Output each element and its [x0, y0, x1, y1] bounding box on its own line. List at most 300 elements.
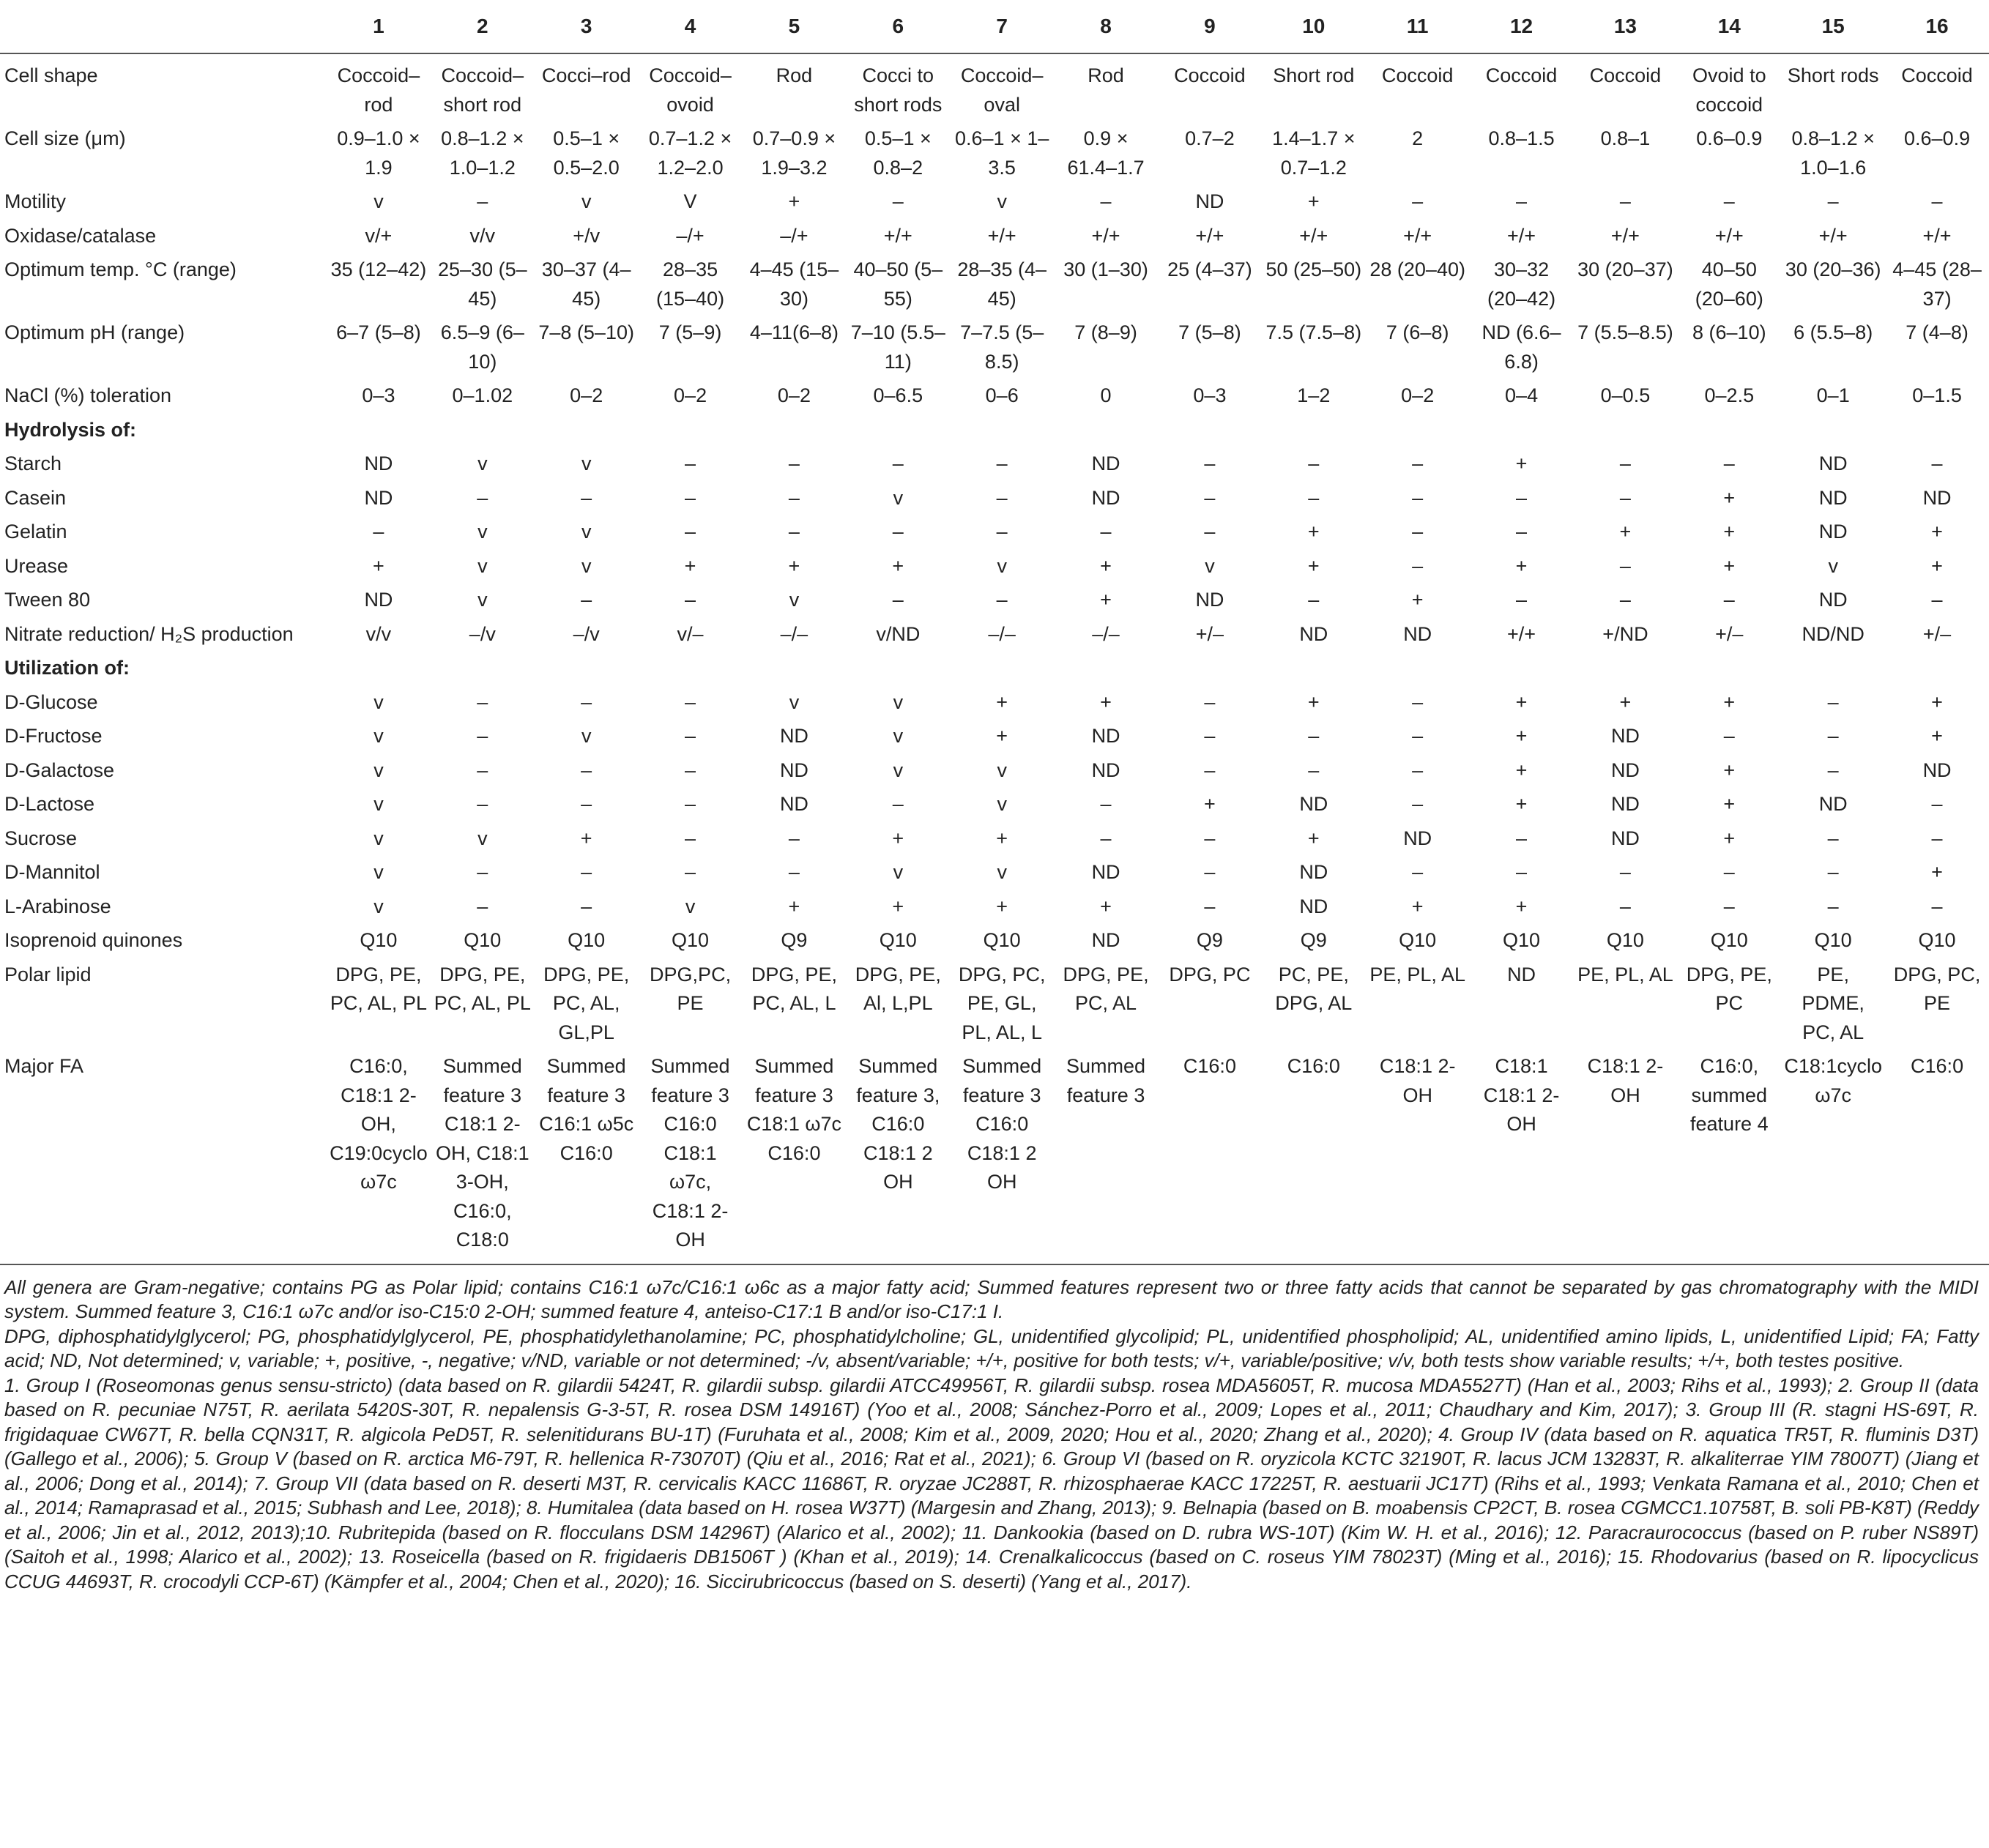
row-label: Gelatin	[4, 521, 67, 543]
table-cell: +/–	[1715, 622, 1744, 645]
column-header-15: 15	[1781, 0, 1885, 53]
table-cell: 28 (20–40)	[1369, 258, 1465, 280]
table-cell: +	[1931, 521, 1943, 543]
table-cell: DPG, PE, Al, L,PL	[855, 963, 941, 1014]
table-cell: –	[1723, 895, 1735, 917]
table-cell: –	[1308, 759, 1320, 781]
table-cell: v	[373, 759, 384, 781]
table-cell	[743, 651, 847, 685]
table-cell: +	[1931, 554, 1943, 577]
table-cell: ND	[364, 589, 393, 611]
table-cell: +	[1515, 690, 1528, 713]
table-cell: Q10	[464, 929, 502, 951]
table-cell: C16:0	[1158, 1049, 1262, 1264]
table-cell: –/v	[469, 622, 496, 645]
column-header-6: 6	[846, 0, 950, 53]
table-cell: v/–	[677, 622, 704, 645]
table-cell: 0.9–1.0 × 1.9	[337, 127, 420, 179]
table-cell: ND	[1403, 622, 1432, 645]
table-cell: 7–8 (5–10)	[538, 321, 634, 343]
table-cell: –	[1516, 589, 1528, 611]
table-cell: –	[996, 521, 1008, 543]
table-cell	[1158, 413, 1262, 447]
table-cell: ND	[1922, 759, 1952, 781]
table-cell: 0–6	[985, 384, 1019, 406]
table-cell: Q10	[568, 929, 606, 951]
table-cell: PE, PDME, PC, AL	[1802, 963, 1865, 1043]
table-cell: Short rods	[1787, 64, 1879, 86]
table-cell: –	[788, 521, 800, 543]
table-cell: C18:1 2-OH	[1574, 1049, 1678, 1264]
table-cell: 25 (4–37)	[1167, 258, 1252, 280]
table-cell: ND	[1091, 759, 1120, 781]
table-cell: –	[581, 895, 592, 917]
table-footnotes	[0, 1265, 1986, 1595]
table-cell: 6 (5.5–8)	[1793, 321, 1873, 343]
table-cell	[1366, 413, 1470, 447]
table-cell: v	[477, 521, 488, 543]
column-header-10: 10	[1262, 0, 1366, 53]
table-cell: –	[477, 486, 488, 509]
footnote-paragraph: DPG, diphosphatidylglycerol; PG, phosphatidylglycerol, PE, phosphatidylethanolamine; PC, phosphatidylcholine; GL, unidentified glycolipid; PL, unidentified phospholipid; AL, unidentified amino lipids, L, unidentified Lipid; FA; Fatty acid; ND, Not determined; v, variable; +, positive, -, negative; v/ND, variable or not determined; -/v, absent/variable; +/+, positive for both tests; v/+, variable/positive; v/v, both tests show variable results; +/+, both testes positive.	[4, 1324, 1979, 1371]
table-cell: Coccoid	[1174, 64, 1246, 86]
table-cell: –	[1931, 190, 1943, 212]
table-cell: +	[1307, 690, 1320, 713]
table-cell: –	[996, 589, 1008, 611]
table-cell: –	[1204, 521, 1216, 543]
table-cell: 25–30 (5–45)	[438, 258, 527, 310]
table-cell: ND	[1610, 725, 1640, 747]
table-cell: 2	[1412, 127, 1424, 149]
table-cell: v	[581, 521, 592, 543]
table-cell: Summed feature 3 C18:1 2-OH, C18:1 3-OH, C16:0, C18:0	[431, 1049, 535, 1264]
table-row	[0, 753, 1989, 788]
table-cell: +	[1100, 589, 1112, 611]
table-cell: 0–4	[1505, 384, 1539, 406]
row-label: Isoprenoid quinones	[4, 929, 183, 951]
table-cell	[431, 651, 535, 685]
table-cell: –	[1412, 452, 1424, 474]
table-cell: +	[373, 554, 384, 577]
row-label: Hydrolysis of:	[4, 418, 137, 441]
table-cell: ND	[1610, 759, 1640, 781]
table-cell: ND	[1299, 793, 1328, 815]
table-cell: +	[1723, 554, 1736, 577]
table-cell: –	[581, 690, 592, 713]
table-cell: v/v	[469, 224, 496, 247]
table-cell: V	[683, 190, 697, 212]
table-cell: 7.5 (7.5–8)	[1265, 321, 1362, 343]
table-cell: Q10	[1503, 929, 1541, 951]
table-cell	[1262, 651, 1366, 685]
table-cell: v	[1205, 554, 1215, 577]
table-cell: Q10	[1814, 929, 1852, 951]
table-cell: +	[1411, 589, 1424, 611]
table-cell: C16:0, C18:1 2-OH, C19:0cyclo ω7c	[327, 1049, 431, 1264]
row-label: D-Fructose	[4, 725, 103, 747]
table-cell: –	[1308, 486, 1320, 509]
table-cell: Q10	[1710, 929, 1748, 951]
table-cell: –	[1100, 827, 1112, 849]
table-cell: –	[788, 827, 800, 849]
table-cell: Coccoid	[1901, 64, 1973, 86]
column-header-2: 2	[431, 0, 535, 53]
table-cell: –	[1619, 486, 1631, 509]
table-cell: DPG, PE, PC, AL, L	[751, 963, 837, 1014]
table-cell: 30 (20–36)	[1785, 258, 1881, 280]
table-cell: –	[685, 486, 696, 509]
table-cell: ND	[364, 452, 393, 474]
table-cell: 0	[1100, 384, 1112, 406]
table-row	[0, 219, 1989, 253]
table-cell: Q10	[983, 929, 1021, 951]
table-cell: v	[477, 554, 488, 577]
table-cell	[950, 651, 1054, 685]
table-cell: 0.8–1	[1600, 127, 1651, 149]
table-cell: +	[684, 554, 696, 577]
table-row	[0, 923, 1989, 958]
table-cell: v	[789, 690, 800, 713]
table-cell: –/–	[780, 622, 808, 645]
footnote-paragraph: All genera are Gram-negative; contains PG as Polar lipid; contains C16:1 ω7c/C16:1 ω6c as a major fatty acid; Summed features represent two or three fatty acids that cannot be separated by gas chromatography with the MIDI system. Summed feature 3, C16:1 ω7c and/or iso-C15:0 2-OH; summed feature 4, anteiso-C17:1 B and/or iso-C17:1 I.	[4, 1275, 1979, 1322]
table-cell: Summed feature 3 C16:0 C18:1 2 OH	[950, 1049, 1054, 1264]
table-cell: 0–1.02	[452, 384, 513, 406]
table-cell: v	[997, 861, 1007, 883]
table-cell: 4–45 (28–37)	[1892, 258, 1982, 310]
table-cell: v	[581, 725, 592, 747]
table-cell	[535, 413, 639, 447]
table-row	[0, 685, 1989, 720]
table-cell: 30–32 (20–42)	[1487, 258, 1556, 310]
table-cell: +	[1100, 554, 1112, 577]
table-cell: –	[1308, 589, 1320, 611]
column-header-8: 8	[1054, 0, 1158, 53]
table-cell: –	[1827, 861, 1839, 883]
table-cell: –	[1516, 861, 1528, 883]
table-cell: ND	[1195, 589, 1224, 611]
table-cell	[846, 413, 950, 447]
row-label: Optimum pH (range)	[4, 321, 185, 343]
table-cell: –	[1619, 452, 1631, 474]
table-cell: –	[1412, 861, 1424, 883]
table-cell: DPG, PE, PC	[1686, 963, 1772, 1014]
table-cell: ND	[1610, 793, 1640, 815]
table-cell: DPG, PE, PC, AL, PL	[434, 963, 531, 1014]
table-cell	[1158, 651, 1262, 685]
table-cell: +/–	[1922, 622, 1952, 645]
table-cell: –	[1412, 554, 1424, 577]
table-cell: v/+	[365, 224, 393, 247]
table-cell: v	[1828, 554, 1838, 577]
table-row	[0, 617, 1989, 652]
table-cell: +	[1723, 793, 1736, 815]
table-cell: ND	[1818, 589, 1848, 611]
table-cell: +	[1307, 827, 1320, 849]
table-cell: –	[1723, 452, 1735, 474]
table-row	[0, 53, 1989, 122]
table-cell	[1054, 413, 1158, 447]
table-row	[0, 447, 1989, 481]
table-cell: v	[789, 589, 800, 611]
table-cell	[1781, 651, 1885, 685]
table-cell: 0.8–1.2 × 1.0–1.2	[441, 127, 524, 179]
table-cell: –	[581, 861, 592, 883]
table-cell: +	[1619, 521, 1632, 543]
table-cell: 7–7.5 (5–8.5)	[960, 321, 1044, 373]
table-row	[0, 316, 1989, 379]
table-cell: –	[1827, 190, 1839, 212]
table-cell: 0.9 × 61.4–1.7	[1067, 127, 1145, 179]
table-cell	[639, 413, 743, 447]
table-cell: PC, PE, DPG, AL	[1275, 963, 1353, 1014]
table-cell	[1781, 413, 1885, 447]
table-cell: ND	[1610, 827, 1640, 849]
table-cell: –	[1412, 486, 1424, 509]
table-cell: 0.7–1.2 × 1.2–2.0	[648, 127, 732, 179]
table-cell: –	[685, 759, 696, 781]
column-header-1: 1	[327, 0, 431, 53]
table-cell: Rod	[776, 64, 813, 86]
table-cell: +	[580, 827, 592, 849]
table-cell: Coccoid–oval	[960, 64, 1044, 116]
table-cell: 0–3	[362, 384, 395, 406]
table-cell: –	[1931, 793, 1943, 815]
column-header-4: 4	[639, 0, 743, 53]
table-cell: 7 (5.5–8.5)	[1577, 321, 1673, 343]
table-cell: 7 (4–8)	[1906, 321, 1968, 343]
table-cell: ND	[1922, 486, 1952, 509]
table-cell: Cocci–rod	[541, 64, 631, 86]
table-cell: –	[685, 793, 696, 815]
table-cell: Coccoid	[1381, 64, 1454, 86]
table-cell: –	[685, 861, 696, 883]
table-cell: +/v	[573, 224, 601, 247]
table-cell: ND	[1299, 895, 1328, 917]
table-cell: v	[997, 190, 1007, 212]
table-cell: 0.7–0.9 × 1.9–3.2	[752, 127, 836, 179]
table-cell: +/+	[1195, 224, 1224, 247]
table-cell: 7 (6–8)	[1386, 321, 1449, 343]
table-cell: –	[996, 452, 1008, 474]
table-cell: v	[477, 452, 488, 474]
row-label: Motility	[4, 190, 67, 212]
table-cell: 0.6–0.9	[1696, 127, 1763, 149]
table-cell: +/+	[987, 224, 1016, 247]
table-row	[0, 787, 1989, 821]
table-cell: +	[1307, 521, 1320, 543]
table-cell: Ovoid to coccoid	[1692, 64, 1766, 116]
table-cell: ND	[1403, 827, 1432, 849]
table-cell: –	[1412, 690, 1424, 713]
table-cell: 6–7 (5–8)	[336, 321, 421, 343]
table-cell: –	[788, 486, 800, 509]
table-cell: 0–2.5	[1704, 384, 1755, 406]
table-cell: 0–2	[1401, 384, 1435, 406]
table-cell: –	[892, 190, 904, 212]
table-cell: Coccoid–ovoid	[649, 64, 732, 116]
table-cell	[327, 413, 431, 447]
table-cell: –	[373, 521, 384, 543]
column-header-3: 3	[535, 0, 639, 53]
table-cell: 0.8–1.5	[1488, 127, 1555, 149]
table-cell: –	[685, 521, 696, 543]
column-header-13: 13	[1574, 0, 1678, 53]
table-cell: DPG, PC	[1169, 963, 1251, 986]
table-cell: 0–1.5	[1912, 384, 1962, 406]
table-cell: Rod	[1088, 64, 1124, 86]
table-cell: +	[1619, 690, 1632, 713]
table-cell: 50 (25–50)	[1265, 258, 1362, 280]
table-cell: –	[1723, 589, 1735, 611]
table-cell: –	[581, 486, 592, 509]
table-cell: +	[1515, 793, 1528, 815]
table-row	[0, 379, 1989, 413]
table-cell: –	[1931, 589, 1943, 611]
table-cell: 0–0.5	[1600, 384, 1651, 406]
table-cell: +/+	[1818, 224, 1848, 247]
header-row	[0, 0, 1989, 53]
table-row	[0, 253, 1989, 316]
table-cell: –	[1100, 521, 1112, 543]
table-cell: +	[1931, 690, 1943, 713]
table-cell	[431, 413, 535, 447]
table-cell: 35 (12–42)	[330, 258, 427, 280]
table-cell: –	[1619, 554, 1631, 577]
table-cell: –	[788, 861, 800, 883]
table-cell: ND	[1195, 190, 1224, 212]
table-row	[0, 1049, 1989, 1264]
table-cell: 0.5–1 × 0.5–2.0	[553, 127, 620, 179]
column-header-14: 14	[1677, 0, 1781, 53]
table-cell: v	[477, 827, 488, 849]
table-cell: 4–45 (15–30)	[749, 258, 839, 310]
row-label: Utilization of:	[4, 657, 130, 679]
table-cell: –	[1204, 690, 1216, 713]
table-row	[0, 890, 1989, 924]
table-cell: 40–50 (20–60)	[1695, 258, 1763, 310]
table-cell	[1366, 651, 1470, 685]
table-cell: ND	[779, 725, 808, 747]
table-cell: –	[1931, 827, 1943, 849]
row-label: L-Arabinose	[4, 895, 111, 917]
table-cell: Q10	[360, 929, 398, 951]
table-cell: Summed feature 3	[1054, 1049, 1158, 1264]
table-cell: DPG, PC, PE	[1893, 963, 1981, 1014]
table-cell: 0.7–2	[1185, 127, 1235, 149]
table-cell: ND/ND	[1802, 622, 1865, 645]
table-cell: 4–11(6–8)	[749, 321, 839, 343]
table-cell: –	[477, 793, 488, 815]
table-cell: 1–2	[1297, 384, 1331, 406]
table-row	[0, 651, 1989, 685]
table-row	[0, 821, 1989, 856]
table-cell	[1470, 413, 1574, 447]
table-row	[0, 855, 1989, 890]
table-cell: –	[477, 759, 488, 781]
table-cell: Coccoid–rod	[337, 64, 420, 116]
table-cell: 28–35 (15–40)	[656, 258, 725, 310]
table-cell: v	[997, 793, 1007, 815]
row-label: D-Mannitol	[4, 861, 100, 883]
table-cell: 0.6–1 × 1–3.5	[955, 127, 1049, 179]
table-cell: 6.5–9 (6–10)	[440, 321, 524, 373]
table-cell: ND	[1091, 452, 1120, 474]
table-cell: +/+	[1922, 224, 1952, 247]
table-cell: –	[1827, 827, 1839, 849]
table-cell: +	[1931, 861, 1943, 883]
table-cell: –	[892, 589, 904, 611]
table-cell: 0.6–0.9	[1904, 127, 1971, 149]
table-cell: –	[1827, 725, 1839, 747]
table-cell: v	[373, 190, 384, 212]
table-cell: +	[788, 895, 800, 917]
table-cell: v	[373, 793, 384, 815]
row-label: D-Lactose	[4, 793, 95, 815]
table-cell: –	[1619, 861, 1631, 883]
table-cell: –	[1827, 690, 1839, 713]
table-cell: +/+	[1091, 224, 1120, 247]
table-cell: –	[1723, 861, 1735, 883]
table-cell: –/–	[1092, 622, 1120, 645]
table-cell: +	[1307, 554, 1320, 577]
table-cell: –	[1931, 895, 1943, 917]
table-cell: 7 (5–9)	[658, 321, 722, 343]
table-cell: 0.5–1 × 0.8–2	[864, 127, 932, 179]
table-row	[0, 122, 1989, 185]
table-cell: Q9	[1300, 929, 1327, 951]
table-cell: +	[1100, 690, 1112, 713]
table-cell: Short rod	[1273, 64, 1355, 86]
table-cell: ND	[1091, 725, 1120, 747]
table-cell: 28–35 (4–45)	[957, 258, 1046, 310]
table-cell: Coccoid	[1485, 64, 1558, 86]
table-row	[0, 515, 1989, 549]
table-cell: –	[685, 589, 696, 611]
table-cell: +/–	[1195, 622, 1224, 645]
table-cell	[1470, 651, 1574, 685]
table-cell: ND	[1818, 793, 1848, 815]
table-cell: –	[581, 589, 592, 611]
table-cell: Summed feature 3, C16:0 C18:1 2 OH	[846, 1049, 950, 1264]
table-cell: Q10	[1606, 929, 1644, 951]
table-cell: –	[1412, 521, 1424, 543]
row-label: Nitrate reduction/ H₂S production	[4, 622, 294, 645]
table-cell: 0–1	[1816, 384, 1850, 406]
table-cell: v	[581, 452, 592, 474]
column-header-16: 16	[1885, 0, 1989, 53]
table-cell: –	[1516, 827, 1528, 849]
table-cell: 40–50 (5–55)	[853, 258, 943, 310]
table-cell: Q9	[781, 929, 808, 951]
table-cell: Cocci to short rods	[854, 64, 943, 116]
table-cell: Q9	[1196, 929, 1223, 951]
table-cell: +	[788, 554, 800, 577]
table-cell: –	[1412, 759, 1424, 781]
footnote-paragraph: 1. Group I (Roseomonas genus sensu-stricto) (data based on R. gilardii 5424T, R. gilardii subsp. gilardii ATCC49956T, R. gilardii subsp. rosea MDA5605T, R. mucosa MDA5527T) (Han et al., 2003; Rihs et al., 1993); 2. Group II (data based on R. pecuniae N75T, R. aerilata 5420S-30T, R. nepalensis G-3-5T, R. rosea DSM 14916T) (Yoo et al., 2008; Sánchez-Porro et al., 2009; Lopes et al., 2011; Chaudhary and Kim, 2017); 3. Group III (R. stagni HS-69T, R. frigidaquae CW67T, R. bella CQN31T, R. algicola PeD5T, R. selenitidurans BU-1T) (Furuhata et al., 2008; Kim et al., 2009, 2020; Hou et al., 2020; Zhang et al., 2020); 4. Group IV (data based on R. aquatica TR5T, R. fluminis D3T) (Gallego et al., 2006); 5. Group V (based on R. arctica M6-79T, R. hellenica R-73070T) (Qiu et al., 2016; Rat et al., 2021); 6. Group VI (based on R. oryzicola KCTC 32190T, R. lacus JCM 13283T, R. alkaliterrae YIM 78007T) (Jiang et al., 2006; Dong et al., 2014); 7. Group VII (data based on R. deserti M3T, R. cervicalis KACC 11686T, R. oryzae JC288T, R. rhizosphaerae KACC 17225T, R. aestuarii JC17T) (Rihs et al., 1993; Venkata Ramana et al., 2010; Chen et al., 2014; Ramaprasad et al., 2015; Subhash and Lee, 2018); 8. Humitalea (data based on H. rosea W37T) (Margesin and Zhang, 2013); 9. Belnapia (based on B. moabensis CP2CT, B. rosea CGMCC1.10758T, B. soli PB-K8T) (Reddy et al., 2006; Jin et al., 2012, 2013);10. Rubritepida (based on R. flocculans DSM 14296T) (Alarico et al., 2002); 11. Dankookia (based on D. rubra WS-10T) (Kim W. H. et al., 2016); 12. Paracraurococcus (based on P. ruber NS89T) (Saitoh et al., 1998; Alarico et al., 2002); 13. Roseicella (based on R. frigidaeris DB1506T ) (Khan et al., 2019); 14. Crenalkalicoccus (based on C. roseus YIM 78023T) (Ming et al., 2016); 15. Rhodovarius (based on R. lipocyclicus CCUG 44693T, R. crocodyli CCP-6T) (Kämpfer et al., 2004; Chen et al., 2020); 16. Siccirubricoccus (based on S. deserti) (Yang et al., 2017).	[4, 1374, 1979, 1592]
table-cell: –/v	[573, 622, 600, 645]
table-cell: +	[1307, 190, 1320, 212]
table-cell: –	[1204, 861, 1216, 883]
row-label: Polar lipid	[4, 963, 92, 986]
table-row	[0, 413, 1989, 447]
table-cell: v	[373, 725, 384, 747]
row-label: Tween 80	[4, 589, 91, 611]
table-body	[0, 53, 1989, 1264]
table-cell: Q10	[672, 929, 710, 951]
table-cell: 0.8–1.2 × 1.0–1.6	[1791, 127, 1875, 179]
table-cell: +	[1515, 554, 1528, 577]
table-cell: ND	[1299, 622, 1328, 645]
